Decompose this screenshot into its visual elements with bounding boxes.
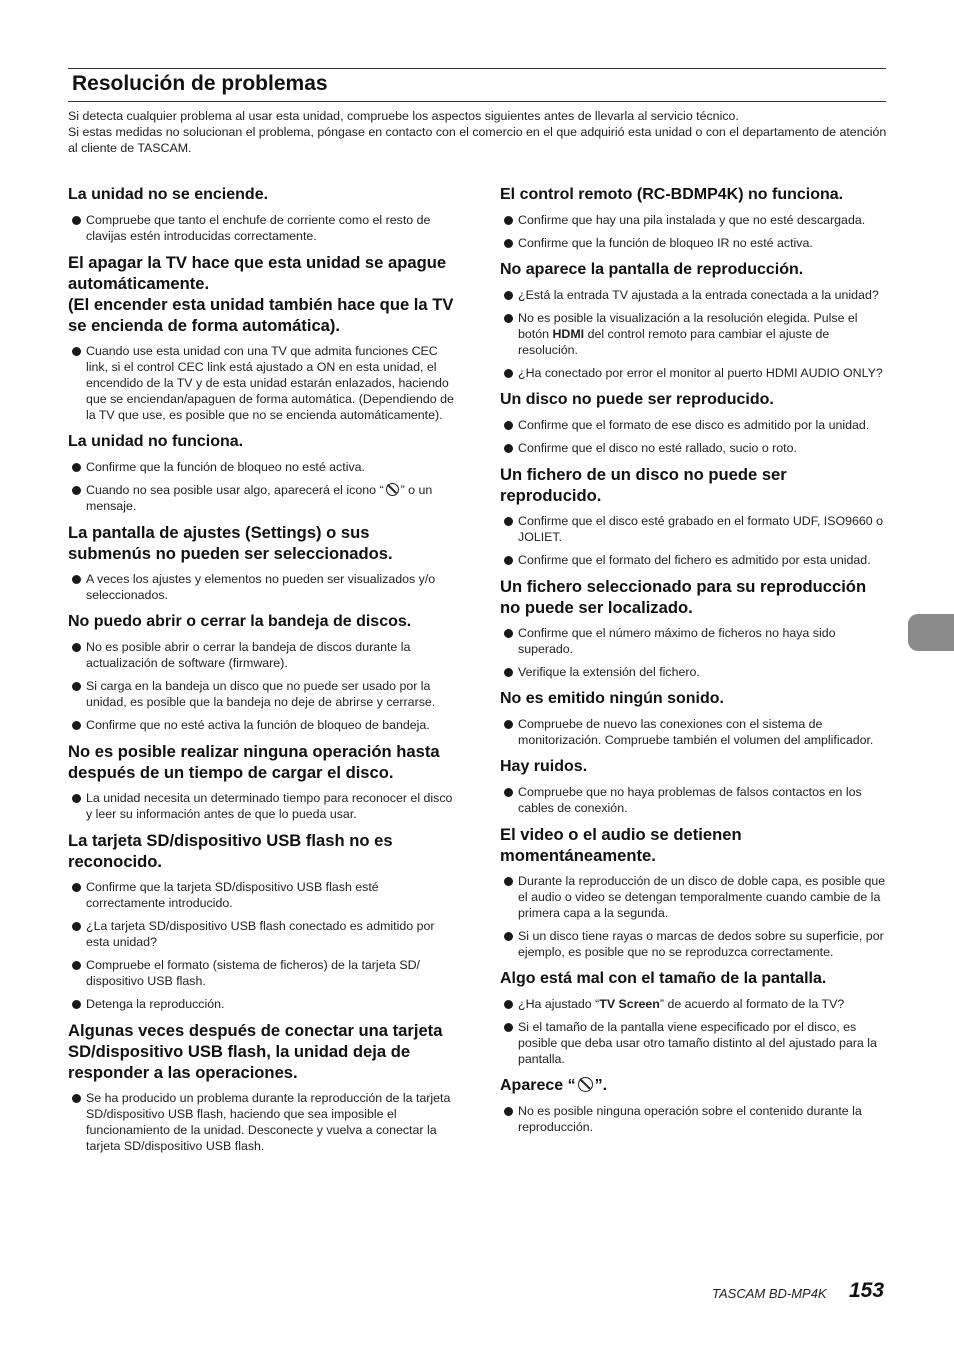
troubleshooting-section (500, 1075, 888, 1135)
list-item (500, 365, 888, 381)
heading-text: No aparece la pantalla de reproducción. (500, 261, 804, 278)
bullet-list (500, 873, 888, 960)
bullet-icon (504, 1000, 513, 1009)
bullet-icon (504, 1107, 513, 1116)
list-item (68, 879, 456, 911)
item-text: Compruebe que tanto el enchufe de corriente como el resto de clavijas estén introducidas correctamente. (86, 213, 431, 243)
bullet-icon (72, 721, 81, 730)
section-heading (68, 252, 456, 336)
bullet-icon (504, 556, 513, 565)
list-item (500, 1103, 888, 1135)
troubleshooting-section (500, 824, 888, 960)
item-text: Compruebe que no haya problemas de falsos contactos en los cables de conexión. (518, 785, 862, 815)
bullet-icon (504, 239, 513, 248)
section-heading (500, 259, 888, 280)
list-item (68, 212, 456, 244)
bullet-icon (504, 216, 513, 225)
list-item (500, 664, 888, 680)
list-item (500, 873, 888, 921)
bullet-icon (504, 668, 513, 677)
bullet-list (68, 343, 456, 423)
bullet-icon (72, 575, 81, 584)
section-heading (68, 184, 456, 205)
item-text: Confirme que el formato de ese disco es admitido por la unidad. (518, 418, 870, 432)
bullet-list (500, 417, 888, 456)
bullet-icon (72, 1094, 81, 1103)
section-heading (500, 824, 888, 866)
item-text: del control remoto para cambiar el ajuste de resolución. (518, 327, 830, 357)
list-item (500, 1019, 888, 1067)
bullet-icon (72, 794, 81, 803)
intro-paragraph: Si estas medidas no solucionan el problema, póngase en contacto con el comercio en el que adquirió esta unidad o con el departamento de atención al cliente de TASCAM. (68, 125, 887, 155)
bullet-icon (504, 788, 513, 797)
section-heading (500, 184, 888, 205)
list-item (500, 417, 888, 433)
bullet-list (500, 513, 888, 568)
heading-text: El apagar la TV hace que esta unidad se apague automáticamente. (68, 253, 447, 293)
item-text: ¿La tarjeta SD/dispositivo USB flash conectado es admitido por esta unidad? (86, 919, 435, 949)
item-text: ¿Ha ajustado “ (518, 997, 600, 1011)
heading-text: Aparece “ (500, 1077, 576, 1094)
bullet-icon (504, 369, 513, 378)
list-item (68, 459, 456, 475)
list-item (500, 996, 888, 1012)
bullet-list (68, 879, 456, 1012)
bullet-list (500, 212, 888, 251)
heading-text: Algunas veces después de conectar una tarjeta SD/dispositivo USB flash, la unidad deja de responder a las operaciones. (68, 1021, 443, 1082)
bullet-list (68, 212, 456, 244)
bullet-list (500, 1103, 888, 1135)
bullet-icon (72, 682, 81, 691)
troubleshooting-section (68, 830, 456, 1012)
heading-text: No puedo abrir o cerrar la bandeja de discos. (68, 613, 412, 630)
bullet-icon (504, 932, 513, 941)
heading-text: No es emitido ningún sonido. (500, 690, 724, 707)
list-item (68, 996, 456, 1012)
section-heading (68, 830, 456, 872)
item-text: Confirme que no esté activa la función de bloqueo de bandeja. (86, 718, 430, 732)
list-item (500, 625, 888, 657)
heading-text: Hay ruidos. (500, 758, 588, 775)
bullet-icon (72, 961, 81, 970)
troubleshooting-section (500, 576, 888, 680)
troubleshooting-section (68, 184, 456, 244)
bullet-icon (72, 883, 81, 892)
item-text: Confirme que la tarjeta SD/dispositivo USB flash esté correctamente introducido. (86, 880, 379, 910)
list-item (500, 928, 888, 960)
bullet-icon (504, 421, 513, 430)
troubleshooting-section (68, 611, 456, 733)
item-text: Confirme que hay una pila instalada y que no esté descargada. (518, 213, 866, 227)
item-text: Cuando no sea posible usar algo, aparecerá el icono “ (86, 483, 384, 497)
page-title: Resolución de problemas (72, 72, 328, 95)
list-item (68, 1090, 456, 1154)
troubleshooting-section (68, 522, 456, 603)
heading-text: Un fichero seleccionado para su reproducción no puede ser localizado. (500, 577, 867, 617)
footer-brand: TASCAM BD-MP4K (712, 1286, 827, 1301)
bullet-icon (504, 314, 513, 323)
bullet-icon (504, 629, 513, 638)
item-text: ” de acuerdo al formato de la TV? (659, 997, 845, 1011)
bullet-icon (504, 291, 513, 300)
section-tab (908, 614, 954, 651)
bullet-icon (72, 922, 81, 931)
item-text: Si el tamaño de la pantalla viene especificado por el disco, es posible que deba usar otro tamaño distinto al del ajustado para la pantalla. (518, 1020, 877, 1066)
bullet-list (68, 571, 456, 603)
bullet-icon (504, 720, 513, 729)
troubleshooting-section (500, 184, 888, 251)
item-text: Detenga la reproducción. (86, 997, 225, 1011)
item-text: No es posible la visualización a la resolución elegida. Pulse el botón (518, 311, 858, 341)
troubleshooting-section (500, 464, 888, 568)
intro-paragraph: Si detecta cualquier problema al usar esta unidad, compruebe los aspectos siguientes antes de llevarla al servicio técnico. (68, 109, 739, 123)
list-item (68, 639, 456, 671)
item-text: No es posible abrir o cerrar la bandeja de discos durante la actualización de software (firmware). (86, 640, 411, 670)
item-text: ” o un mensaje. (86, 483, 433, 513)
section-heading (68, 611, 456, 632)
bullet-list (500, 784, 888, 816)
bullet-icon (72, 347, 81, 356)
bullet-list (500, 287, 888, 381)
list-item (500, 716, 888, 748)
item-text-bold: TV Screen (599, 997, 660, 1011)
list-item (500, 287, 888, 303)
bullet-icon (72, 486, 81, 495)
section-heading (500, 464, 888, 506)
item-text: La unidad necesita un determinado tiempo para reconocer el disco y leer su información antes de que lo pueda usar. (86, 791, 453, 821)
item-text: Confirme que la función de bloqueo IR no esté activa. (518, 236, 813, 250)
item-text: No es posible ninguna operación sobre el contenido durante la reproducción. (518, 1104, 862, 1134)
list-item (68, 957, 456, 989)
intro-text (68, 108, 888, 156)
prohibited-icon (578, 1077, 593, 1092)
right-column (500, 184, 888, 1142)
item-text: Confirme que la función de bloqueo no esté activa. (86, 460, 365, 474)
list-item (500, 310, 888, 358)
troubleshooting-section (68, 431, 456, 514)
section-heading (500, 576, 888, 618)
heading-text: (El encender esta unidad también hace que la TV se encienda de forma automática). (68, 295, 454, 335)
item-text: Confirme que el formato del fichero es admitido por esta unidad. (518, 553, 871, 567)
bullet-icon (504, 444, 513, 453)
heading-text: La unidad no se enciende. (68, 186, 269, 203)
list-item (68, 571, 456, 603)
section-heading (500, 968, 888, 989)
heading-text: No es posible realizar ninguna operación hasta después de un tiempo de cargar el disco. (68, 742, 440, 782)
item-text: ¿Ha conectado por error el monitor al puerto HDMI AUDIO ONLY? (518, 366, 883, 380)
list-item (68, 343, 456, 423)
troubleshooting-section (500, 688, 888, 748)
heading-text: La pantalla de ajustes (Settings) o sus submenús no pueden ser seleccionados. (68, 523, 393, 563)
troubleshooting-section (68, 252, 456, 423)
heading-text: La tarjeta SD/dispositivo USB flash no es reconocido. (68, 831, 393, 871)
item-text: Durante la reproducción de un disco de doble capa, es posible que el audio o video se detengan temporalmente cuando cambie de la primera capa a la segunda. (518, 874, 886, 920)
section-heading (500, 688, 888, 709)
troubleshooting-section (68, 1020, 456, 1154)
item-text: Si un disco tiene rayas o marcas de dedos sobre su superficie, por ejemplo, es posible que no se reproduzca correctamente. (518, 929, 884, 959)
section-heading (500, 1075, 888, 1096)
bullet-list (68, 790, 456, 822)
item-text: Si carga en la bandeja un disco que no puede ser usado por la unidad, es posible que la bandeja no deje de abrirse y cerrarse. (86, 679, 436, 709)
troubleshooting-section (68, 741, 456, 822)
list-item (500, 552, 888, 568)
bullet-list (68, 459, 456, 514)
heading-text: La unidad no funciona. (68, 433, 244, 450)
left-column (68, 184, 456, 1161)
list-item (500, 440, 888, 456)
section-heading (68, 1020, 456, 1083)
heading-text: Algo está mal con el tamaño de la pantalla. (500, 970, 827, 987)
list-item (500, 212, 888, 228)
item-text: ¿Está la entrada TV ajustada a la entrada conectada a la unidad? (518, 288, 879, 302)
list-item (500, 784, 888, 816)
item-text: Verifique la extensión del fichero. (518, 665, 700, 679)
list-item (500, 513, 888, 545)
heading-text: El video o el audio se detienen momentáneamente. (500, 825, 742, 865)
list-item (68, 790, 456, 822)
section-heading (68, 522, 456, 564)
top-rule (68, 68, 886, 69)
bullet-list (68, 639, 456, 733)
bullet-list (500, 716, 888, 748)
bullet-icon (504, 1023, 513, 1032)
item-text: Compruebe el formato (sistema de ficheros) de la tarjeta SD/ dispositivo USB flash. (86, 958, 421, 988)
page-number: 153 (849, 1279, 885, 1302)
bullet-list (68, 1090, 456, 1154)
bullet-icon (72, 216, 81, 225)
heading-text: ”. (594, 1077, 608, 1094)
item-text-bold: HDMI (552, 327, 585, 341)
bullet-list (500, 996, 888, 1067)
heading-text: Un disco no puede ser reproducido. (500, 391, 774, 408)
item-text: A veces los ajustes y elementos no pueden ser visualizados y/o seleccionados. (86, 572, 436, 602)
title-rule (68, 101, 886, 102)
bullet-icon (72, 1000, 81, 1009)
bullet-icon (504, 877, 513, 886)
heading-text: Un fichero de un disco no puede ser reproducido. (500, 465, 787, 505)
troubleshooting-section (500, 389, 888, 456)
troubleshooting-section (500, 968, 888, 1067)
item-text: Se ha producido un problema durante la reproducción de la tarjeta SD/dispositivo USB flash, haciendo que sea imposible el funcionamiento de la unidad. Desconecte y vuelva a conectar la tarjeta SD/dispositivo USB flash. (86, 1091, 451, 1153)
heading-text: El control remoto (RC-BDMP4K) no funciona. (500, 186, 844, 203)
troubleshooting-section (500, 756, 888, 816)
item-text: Confirme que el disco no esté rallado, sucio o roto. (518, 441, 797, 455)
prohibited-icon (386, 483, 399, 496)
bullet-icon (72, 463, 81, 472)
list-item (68, 918, 456, 950)
troubleshooting-section (500, 259, 888, 381)
section-heading (500, 389, 888, 410)
bullet-icon (504, 517, 513, 526)
item-text: Confirme que el número máximo de ficheros no haya sido superado. (518, 626, 836, 656)
item-text: Compruebe de nuevo las conexiones con el sistema de monitorización. Compruebe también el volumen del amplificador. (518, 717, 874, 747)
bullet-icon (72, 643, 81, 652)
item-text: Confirme que el disco esté grabado en el formato UDF, ISO9660 o JOLIET. (518, 514, 884, 544)
list-item (68, 678, 456, 710)
list-item (68, 482, 456, 514)
section-heading (68, 741, 456, 783)
item-text: Cuando use esta unidad con una TV que admita funciones CEC link, si el control CEC link está ajustado a ON en esta unidad, el encendido de la TV y de esta unidad estarán enlazados, haciendo que se enciendan/apaguen de forma automática. (Dependiendo de la TV que use, es posible que no se encienda automáticamente). (86, 344, 454, 422)
bullet-list (500, 625, 888, 680)
list-item (68, 717, 456, 733)
section-heading (500, 756, 888, 777)
list-item (500, 235, 888, 251)
section-heading (68, 431, 456, 452)
